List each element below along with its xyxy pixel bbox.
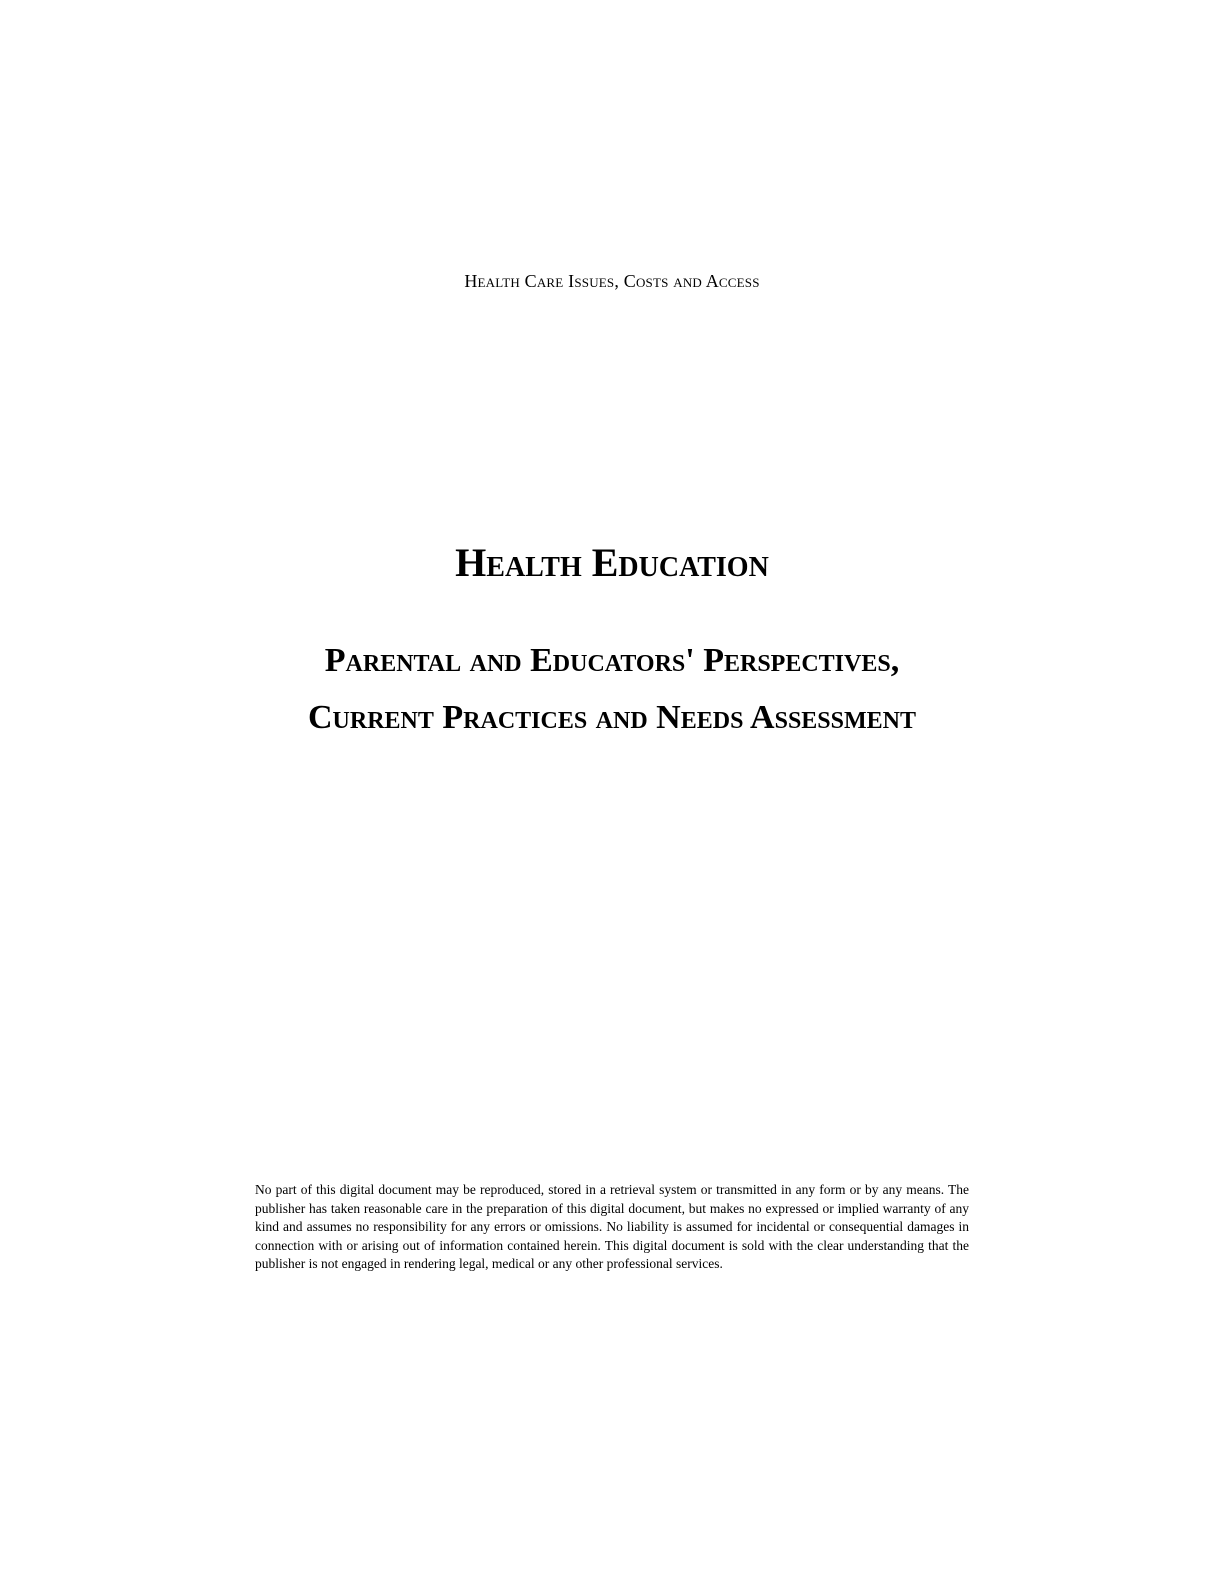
copyright-disclaimer: No part of this digital document may be reproduced, stored in a retrieval system or transmitted in any form or by any means. The publisher has taken reasonable care in the preparation of this digital document, but makes no expressed or implied warranty of any kind and assumes no responsibility for any errors or omissions. No liability is assumed for incidental or consequential damages in connection with or arising out of information contained herein. This digital document is sold with the clear understanding that the publisher is not engaged in rendering legal, medical or any other professional services.	[255, 1182, 969, 1272]
book-title: Health Education	[455, 540, 769, 585]
book-subtitle: Parental and Educators' Perspectives, Current Practices and Needs Assessment	[307, 642, 917, 736]
series-title: Health Care Issues, Costs and Access	[464, 271, 760, 291]
